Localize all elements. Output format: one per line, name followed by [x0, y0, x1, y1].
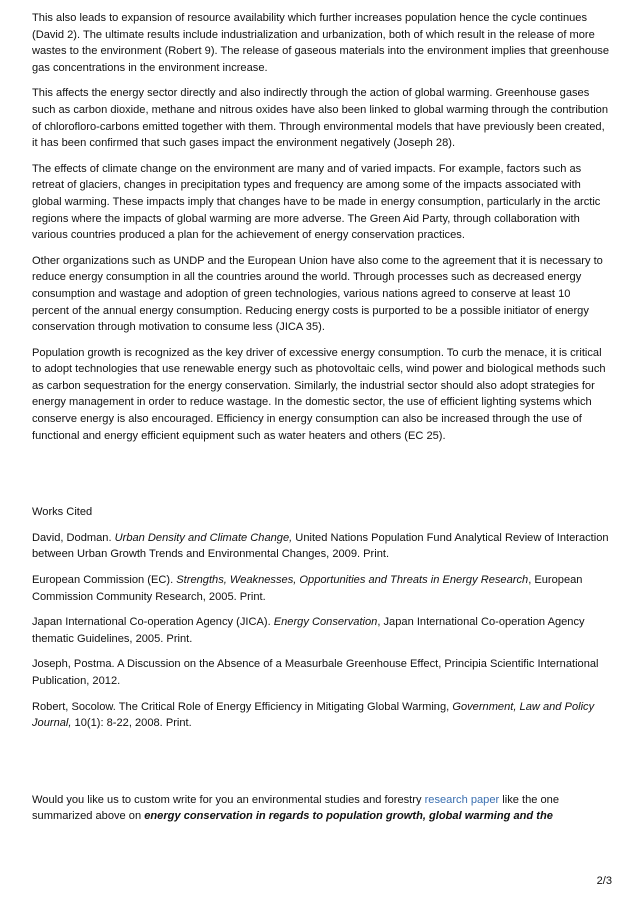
body-paragraph-4: Other organizations such as UNDP and the European Union have also come to the agreement that it is necessary to reduce energy consumption in all the countries around the world. Through processes such as decreased energy consumption and wastage and adoption of green technologies, various nations agreed to conserve at least 10 percent of the annual energy consumption. Reducing energy costs is purported to be a possible initiator of energy conservation through motivation to consume less (JICA 35). [32, 254, 603, 334]
body-paragraph-5: Population growth is recognized as the key driver of excessive energy consumption. To curb the menace, it is critical to adopt technologies that use renewable energy such as photovoltaic cells, wind power and biological methods such as carbon sequestration for the energy conservation. Similarly, the industrial sector should also adopt strategies for energy management in order to reduce wastage. In the domestic sector, the use of efficient lighting systems which conserve energy is also encouraged. Efficiency in energy consumption can also be increased through the use of functional and energy efficient equipment such as water heaters and others (EC 25). [32, 346, 606, 442]
promo-topic: energy conservation in regards to population growth, global warming and the [144, 810, 553, 823]
citation-2 [32, 572, 610, 605]
citation-author: European Commission (EC). [32, 574, 177, 587]
citation-title: Strengths, Weaknesses, Opportunities and Threats in Energy Research [176, 574, 529, 587]
research-paper-link[interactable]: research paper [424, 793, 500, 806]
promo-text-before: Would you like us to custom write for you an environmental studies and forestry [32, 793, 425, 806]
works-cited-heading: Works Cited [32, 506, 93, 519]
body-paragraph-3: The effects of climate change on the environment are many and of varied impacts. For example, factors such as retreat of glaciers, changes in precipitation types and frequency are among some of the impacts associated with global warming. These impacts imply that changes have to be made in energy consumption, particularly in the arctic regions where the impacts of global warming are more adverse. The Green Aid Party, through collaboration with various countries produced a plan for the achievement of energy conservation practices. [32, 162, 601, 242]
citation-details: , Japan International Co-operation Agency thematic Guidelines, 2005. Print. [32, 616, 585, 645]
citation-details: 10(1): 8-22, 2008. Print. [71, 717, 192, 730]
citation-author: David, Dodman. [32, 531, 115, 544]
citation-4 [32, 656, 610, 689]
promo-text [32, 792, 610, 825]
citation-author: Japan International Co-operation Agency (JICA). [32, 616, 274, 629]
citation-title: Government, Law and Policy Journal, [32, 700, 595, 730]
citation-title: Energy Conservation [273, 616, 378, 629]
citation-details: United Nations Population Fund Analytical Review of Interaction between Urban Growth Trends and Environmental Changes, 2009. Print. [32, 531, 609, 561]
promo-text-middle: like the one summarized above on [32, 793, 560, 823]
body-paragraph-1: This also leads to expansion of resource availability which further increases population hence the cycle continues (David 2). The ultimate results include industrialization and urbanization, both of which result in the release of more wastes to the environment (Robert 9). The release of gaseous materials into the environment implies that greenhouse gas concentrations in the environment increase. [32, 12, 609, 74]
document-page [32, 10, 610, 825]
citation-5 [32, 699, 610, 732]
citation-author: Robert, Socolow. The Critical Role of Energy Efficiency in Mitigating Global Warming, [32, 700, 453, 713]
citation-author: Joseph, Postma. A Discussion on the Absence of a Measurbale Greenhouse Effect, Principia Scientific International Publication, 2012. [32, 658, 599, 687]
citation-title: Urban Density and Climate Change, [114, 531, 293, 544]
citation-details: , European Commission Community Research, 2005. Print. [32, 574, 583, 603]
body-paragraph-2: This affects the energy sector directly and also indirectly through the action of global warming. Greenhouse gases such as carbon dioxide, methane and nitrous oxides have also been linked to global warming through the contribution of chloroflоro-carbons emitted together with them. Through environmental models that have previously been created, it has been confirmed that such gases impact the environment negatively (Joseph 28). [32, 87, 609, 150]
citation-3 [32, 614, 610, 647]
citation-1 [32, 530, 610, 563]
page-number: 2/3 [596, 875, 612, 887]
